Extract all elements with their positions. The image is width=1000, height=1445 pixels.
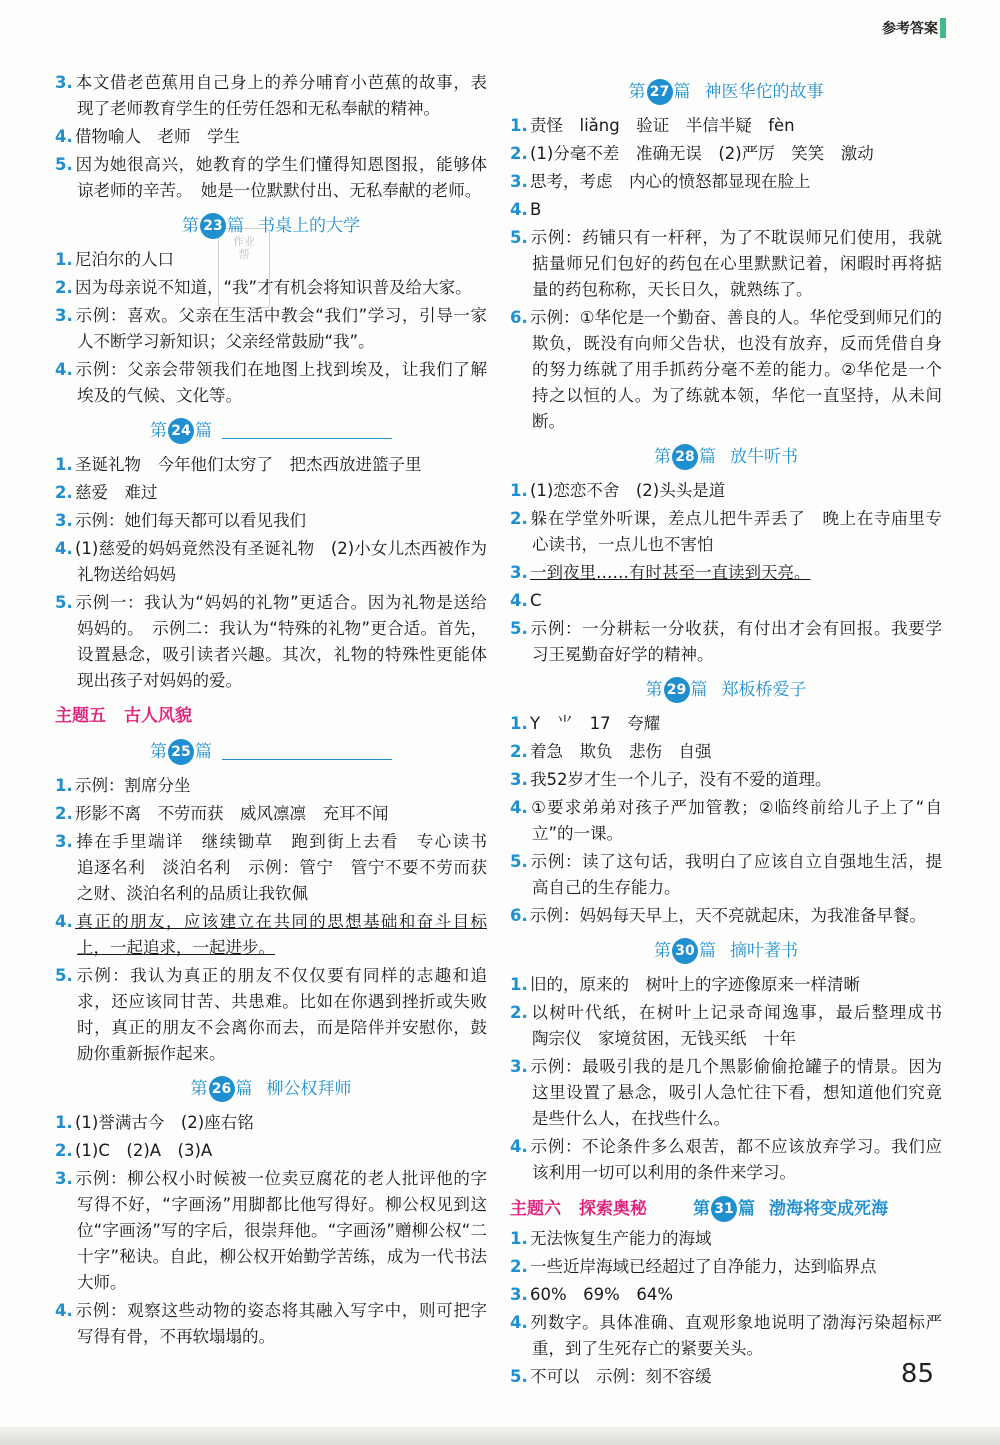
section-number-badge: 25 [168,739,194,765]
answer-text: 以树叶代纸，在树叶上记录奇闻逸事，最后整理成书 陶宗仪 家境贫困，无钱买纸 十年 [530,1003,959,1048]
answer-text: 示例：不论条件多么艰苦，都不应该放弃学习。我们应该利用一切可以利用的条件来学习。 [530,1137,942,1182]
answer-number: 5. [55,155,73,174]
section-number-badge: 28 [672,444,698,470]
theme-label: 主题五 [55,706,106,726]
answer-text: (1)慈爱的妈妈竟然没有圣诞礼物 (2)小女儿杰西被作为礼物送给妈妈 [75,539,487,584]
section-number-badge: 23 [200,213,226,239]
answer-item [510,1364,942,1390]
answer-text: 列数字。具体准确、直观形象地说明了渤海污染超标严重，到了生死存亡的紧要关头。 [530,1313,942,1358]
answer-number: 5. [510,619,528,638]
answer-number: 2. [510,144,528,163]
answer-text: (1)誉满古今 (2)座右铭 [75,1113,254,1132]
section-suffix: 篇 [738,1199,755,1219]
answer-item [510,616,942,668]
answer-number: 2. [55,1141,73,1160]
answer-text: 一到夜里……有时甚至一直读到天亮。 [530,563,811,582]
section-prefix: 第 [693,1199,710,1219]
answer-number: 4. [55,360,73,379]
answer-text: (1)恋恋不舍 (2)头头是道 [530,481,726,500]
answer-item [55,124,487,150]
answer-text: 真正的朋友，应该建立在共同的思想基础和奋斗目标上，一起追求，一起进步。 [75,912,487,957]
answer-text: 我52岁才生一个儿子，没有不爱的道理。 [530,770,832,789]
answer-number: 4. [510,1313,528,1332]
answer-item [510,113,942,139]
left-column [55,70,504,1352]
answer-text: 示例：我认为真正的朋友不仅仅要有同样的志趣和追求，还应该同甘苦、共患难。比如在你遇到挫折或失败时，真正的朋友不会离你而去，而是陪伴并安慰你，鼓励你重新振作起来。 [75,966,487,1063]
section-suffix: 篇 [690,680,708,700]
answer-number: 3. [55,832,73,851]
answer-item [510,478,942,504]
answer-text: 因为母亲说不知道，“我”才有机会将知识普及给大家。 [75,278,472,297]
answer-item [55,357,487,409]
answer-number: 4. [510,200,528,219]
answer-item [55,829,504,907]
answer-number: 4. [510,591,528,610]
answer-item [510,141,942,167]
answer-text: 示例：妈妈每天早上，天不亮就起床，为我准备早餐。 [530,906,926,925]
section-heading [510,675,942,705]
answer-text: Y ⺌ 17 夸耀 [530,714,661,733]
answer-text: 躲在学堂外听课，差点儿把牛弄丢了 晚上在寺庙里专心读书，一点儿也不害怕 [530,509,942,554]
section-prefix: 第 [150,742,167,762]
section-heading [693,1194,888,1224]
stamp-line: 作业 [233,235,255,248]
answer-number: 1. [55,776,73,795]
answer-number: 5. [55,593,73,612]
answer-number: 1. [510,714,528,733]
answer-number: 3. [55,73,73,92]
section-suffix: 篇 [227,216,244,236]
answer-text: 尼泊尔的人口 [75,250,174,269]
section-title: 放牛听书 [730,447,798,467]
answer-item [510,1226,942,1252]
answer-number: 2. [510,509,528,528]
answer-text: 借物喻人 老师 学生 [75,127,240,146]
answer-text: 因为她很高兴，她教育的学生们懂得知恩图报，能够体谅老师的辛苦。 她是一位默默付出、无私奉献的老师。 [75,155,487,200]
answer-item [55,1166,487,1296]
answer-item [55,247,487,273]
answer-item [510,1054,942,1132]
answer-text: 示例：读了这句话，我明白了应该自立自强地生活，提高自己的生存能力。 [530,852,942,897]
section-suffix: 篇 [699,447,716,467]
answer-text: 示例：柳公权小时候被一位卖豆腐花的老人批评他的字写得不好，“字画汤”用脚都比他写得好。柳公权见到这位“字画汤”写的字后，很崇拜他。“字画汤”赠柳公权“二十字”秘诀。自此，柳公权开始勤学苦练，成为一代书法大师。 [75,1169,487,1292]
answer-number: 1. [510,1229,528,1248]
answer-text: C [530,591,542,610]
answer-text: ①要求弟弟对孩子严加管教；②临终前给儿子上了“自立”的一课。 [530,798,942,843]
answer-number: 1. [55,1113,73,1132]
answer-text: 示例：药铺只有一杆秤，为了不耽误师兄们使用，我就掂量师兄们包好的药包在心里默默记着，闲暇时再将掂量的药包称称，天长日久，就熟练了。 [530,228,942,299]
answer-item [510,588,942,614]
answer-item [55,963,487,1067]
answer-text: 不可以 示例：刻不容缓 [530,1367,712,1386]
answer-number: 3. [510,1285,528,1304]
answer-item [55,1110,487,1136]
section-number-badge: 31 [711,1196,737,1222]
section-suffix: 篇 [195,742,212,762]
answer-number: 4. [510,798,528,817]
section-suffix: 篇 [235,1079,253,1099]
answer-item [55,1138,487,1164]
answer-text: B [530,200,542,219]
section-heading [55,737,487,767]
answer-text: 着急 欺负 悲伤 自强 [530,742,712,761]
stamp-line: 帮 [238,248,250,261]
answer-number: 6. [510,308,528,327]
answer-text: 本文借老芭蕉用自己身上的养分哺育小芭蕉的故事，表现了老师教育学生的任劳任怨和无私奉献的精神。 [75,73,487,118]
answer-item [510,1000,959,1052]
answer-number: 5. [510,228,528,247]
answer-number: 2. [55,278,73,297]
answer-item [510,972,942,998]
theme-title: 古人风貌 [124,706,192,726]
answer-text: 示例：父亲会带领我们在地图上找到埃及，让我们了解埃及的气候、文化等。 [75,360,487,405]
answer-item [510,225,942,303]
answer-number: 2. [510,1003,528,1022]
answer-number: 3. [510,1057,528,1076]
section-prefix: 第 [645,680,663,700]
theme-heading-row [510,1194,942,1224]
answer-number: 3. [510,172,528,191]
section-title: 书桌上的大学 [258,216,360,236]
answer-item [510,1134,942,1186]
section-heading [55,211,487,241]
answer-number: 4. [510,1137,528,1156]
answer-number: 4. [55,539,73,558]
answer-text: 示例：一分耕耘一分收获，有付出才会有回报。我要学习王冕勤奋好学的精神。 [530,619,942,664]
answer-number: 2. [510,1257,528,1276]
theme-title: 探索奥秘 [579,1199,647,1219]
section-number-badge: 24 [168,418,194,444]
answer-number: 2. [510,742,528,761]
answer-number: 1. [55,250,73,269]
answer-item [55,70,487,122]
answer-text: 责怪 liǎng 验证 半信半疑 fèn [530,116,795,135]
answer-item [55,152,487,204]
header-label: 参考答案 [882,21,938,37]
answer-number: 1. [510,975,528,994]
answer-number: 3. [510,563,528,582]
answer-text: (1)分毫不差 准确无误 (2)严厉 笑笑 激动 [530,144,874,163]
answer-text: 示例：最吸引我的是几个黑影偷偷抢罐子的情景。因为这里设置了悬念，吸引人急忙往下看，想知道他们究竟是些什么人，在找些什么。 [530,1057,942,1128]
section-number-badge: 26 [209,1076,235,1102]
answer-number: 5. [510,852,528,871]
answer-item [510,1282,942,1308]
answer-number: 3. [55,1169,73,1188]
answer-item [55,480,487,506]
answer-item [55,303,487,355]
answer-item [55,452,487,478]
header-accent-bar [940,18,946,38]
answer-number: 4. [55,1301,73,1320]
section-title: 摘叶著书 [730,941,798,961]
answer-item [55,1298,487,1350]
page-number: 85 [900,1359,934,1389]
answer-number: 2. [55,483,73,502]
answer-item [510,711,942,737]
answer-number: 3. [510,770,528,789]
answer-item [55,909,487,961]
answer-item [510,506,942,558]
section-heading [510,936,942,966]
section-title-blank [222,424,392,439]
section-prefix: 第 [182,216,199,236]
answer-item [510,739,942,765]
section-prefix: 第 [628,82,646,102]
answer-number: 4. [55,127,73,146]
answer-item [510,795,942,847]
section-suffix: 篇 [195,421,212,441]
answer-number: 4. [55,912,73,931]
answer-text: 思考，考虑 内心的愤怒都显现在脸上 [530,172,811,191]
theme-heading [55,702,487,730]
answer-number: 5. [510,1367,528,1386]
answer-item [55,590,487,694]
answer-item [510,767,942,793]
section-suffix: 篇 [673,82,691,102]
answer-text: 形影不离 不劳而获 威风凛凛 充耳不闻 [75,804,389,823]
answer-item [510,1310,942,1362]
answer-number: 5. [55,966,73,985]
section-prefix: 第 [654,447,671,467]
answer-item [510,1254,942,1280]
answer-text: 圣诞礼物 今年他们太穷了 把杰西放进篮子里 [75,455,422,474]
section-heading [510,77,942,107]
section-number-badge: 29 [664,677,690,703]
answer-number: 6. [510,906,528,925]
answer-item [510,169,942,195]
section-heading [55,1074,487,1104]
answer-item [510,305,942,435]
section-prefix: 第 [654,941,671,961]
answer-text: (1)C (2)A (3)A [75,1141,213,1160]
answer-item [510,903,942,929]
answer-text: 示例：喜欢。父亲在生活中教会“我们”学习，引导一家人不断学习新知识；父亲经常鼓励“我”。 [75,306,487,351]
section-title: 渤海将变成死海 [769,1199,888,1219]
section-heading [510,442,942,472]
section-number-badge: 30 [672,938,698,964]
answer-number: 3. [55,511,73,530]
section-title: 柳公权拜师 [266,1079,352,1099]
section-prefix: 第 [190,1079,208,1099]
answer-text: 一些近岸海域已经超过了自净能力，达到临界点 [530,1257,877,1276]
answer-number: 1. [55,455,73,474]
answer-text: 旧的，原来的 树叶上的字迹像原来一样清晰 [530,975,860,994]
section-number-badge: 27 [647,79,673,105]
answer-item [55,773,487,799]
answer-item [510,560,942,586]
answer-item [55,275,487,301]
answer-text: 慈爱 难过 [75,483,158,502]
answer-number: 1. [510,116,528,135]
answer-text: 示例：①华佗是一个勤奋、善良的人。华佗受到师兄们的欺负，既没有向师父告状，也没有放弃，反而凭借自身的努力练就了用手抓药分毫不差的能力。②华佗是一个持之以恒的人。为了练就本领，华佗一直坚持，从未间断。 [530,308,942,431]
section-heading [55,416,487,446]
section-suffix: 篇 [699,941,716,961]
answer-item [510,849,942,901]
answer-text: 示例：观察这些动物的姿态将其融入写字中，则可把字写得有骨，不再软塌塌的。 [75,1301,487,1346]
answer-text: 60% 69% 64% [530,1285,674,1304]
answer-number: 2. [55,804,73,823]
section-title-blank [222,745,392,760]
answer-text: 示例：割席分坐 [75,776,191,795]
section-title: 郑板桥爱子 [721,680,807,700]
answer-text: 示例：她们每天都可以看见我们 [75,511,306,530]
section-prefix: 第 [150,421,167,441]
answer-text: 捧在手里端详 继续锄草 跑到街上去看 专心读书 追逐名利 淡泊名利 示例：管宁 管宁不要不劳而获之财、淡泊名利的品质让我钦佩 [75,832,504,903]
answer-item [55,801,487,827]
answer-text: 无法恢复生产能力的海域 [530,1229,712,1248]
answer-number: 1. [510,481,528,500]
answer-item [55,536,487,588]
right-column [510,70,959,1392]
answer-item [510,197,942,223]
answer-text: 示例一：我认为“妈妈的礼物”更适合。因为礼物是送给妈妈的。 示例二：我认为“特殊的礼物”更合适。首先，设置悬念，吸引读者兴趣。其次，礼物的特殊性更能体现出孩子对妈妈的爱。 [75,593,487,690]
theme-label: 主题六 [510,1199,561,1219]
answer-number: 3. [55,306,73,325]
section-title: 神医华佗的故事 [704,82,824,102]
page-bottom-edge [0,1427,1000,1445]
answer-item [55,508,487,534]
